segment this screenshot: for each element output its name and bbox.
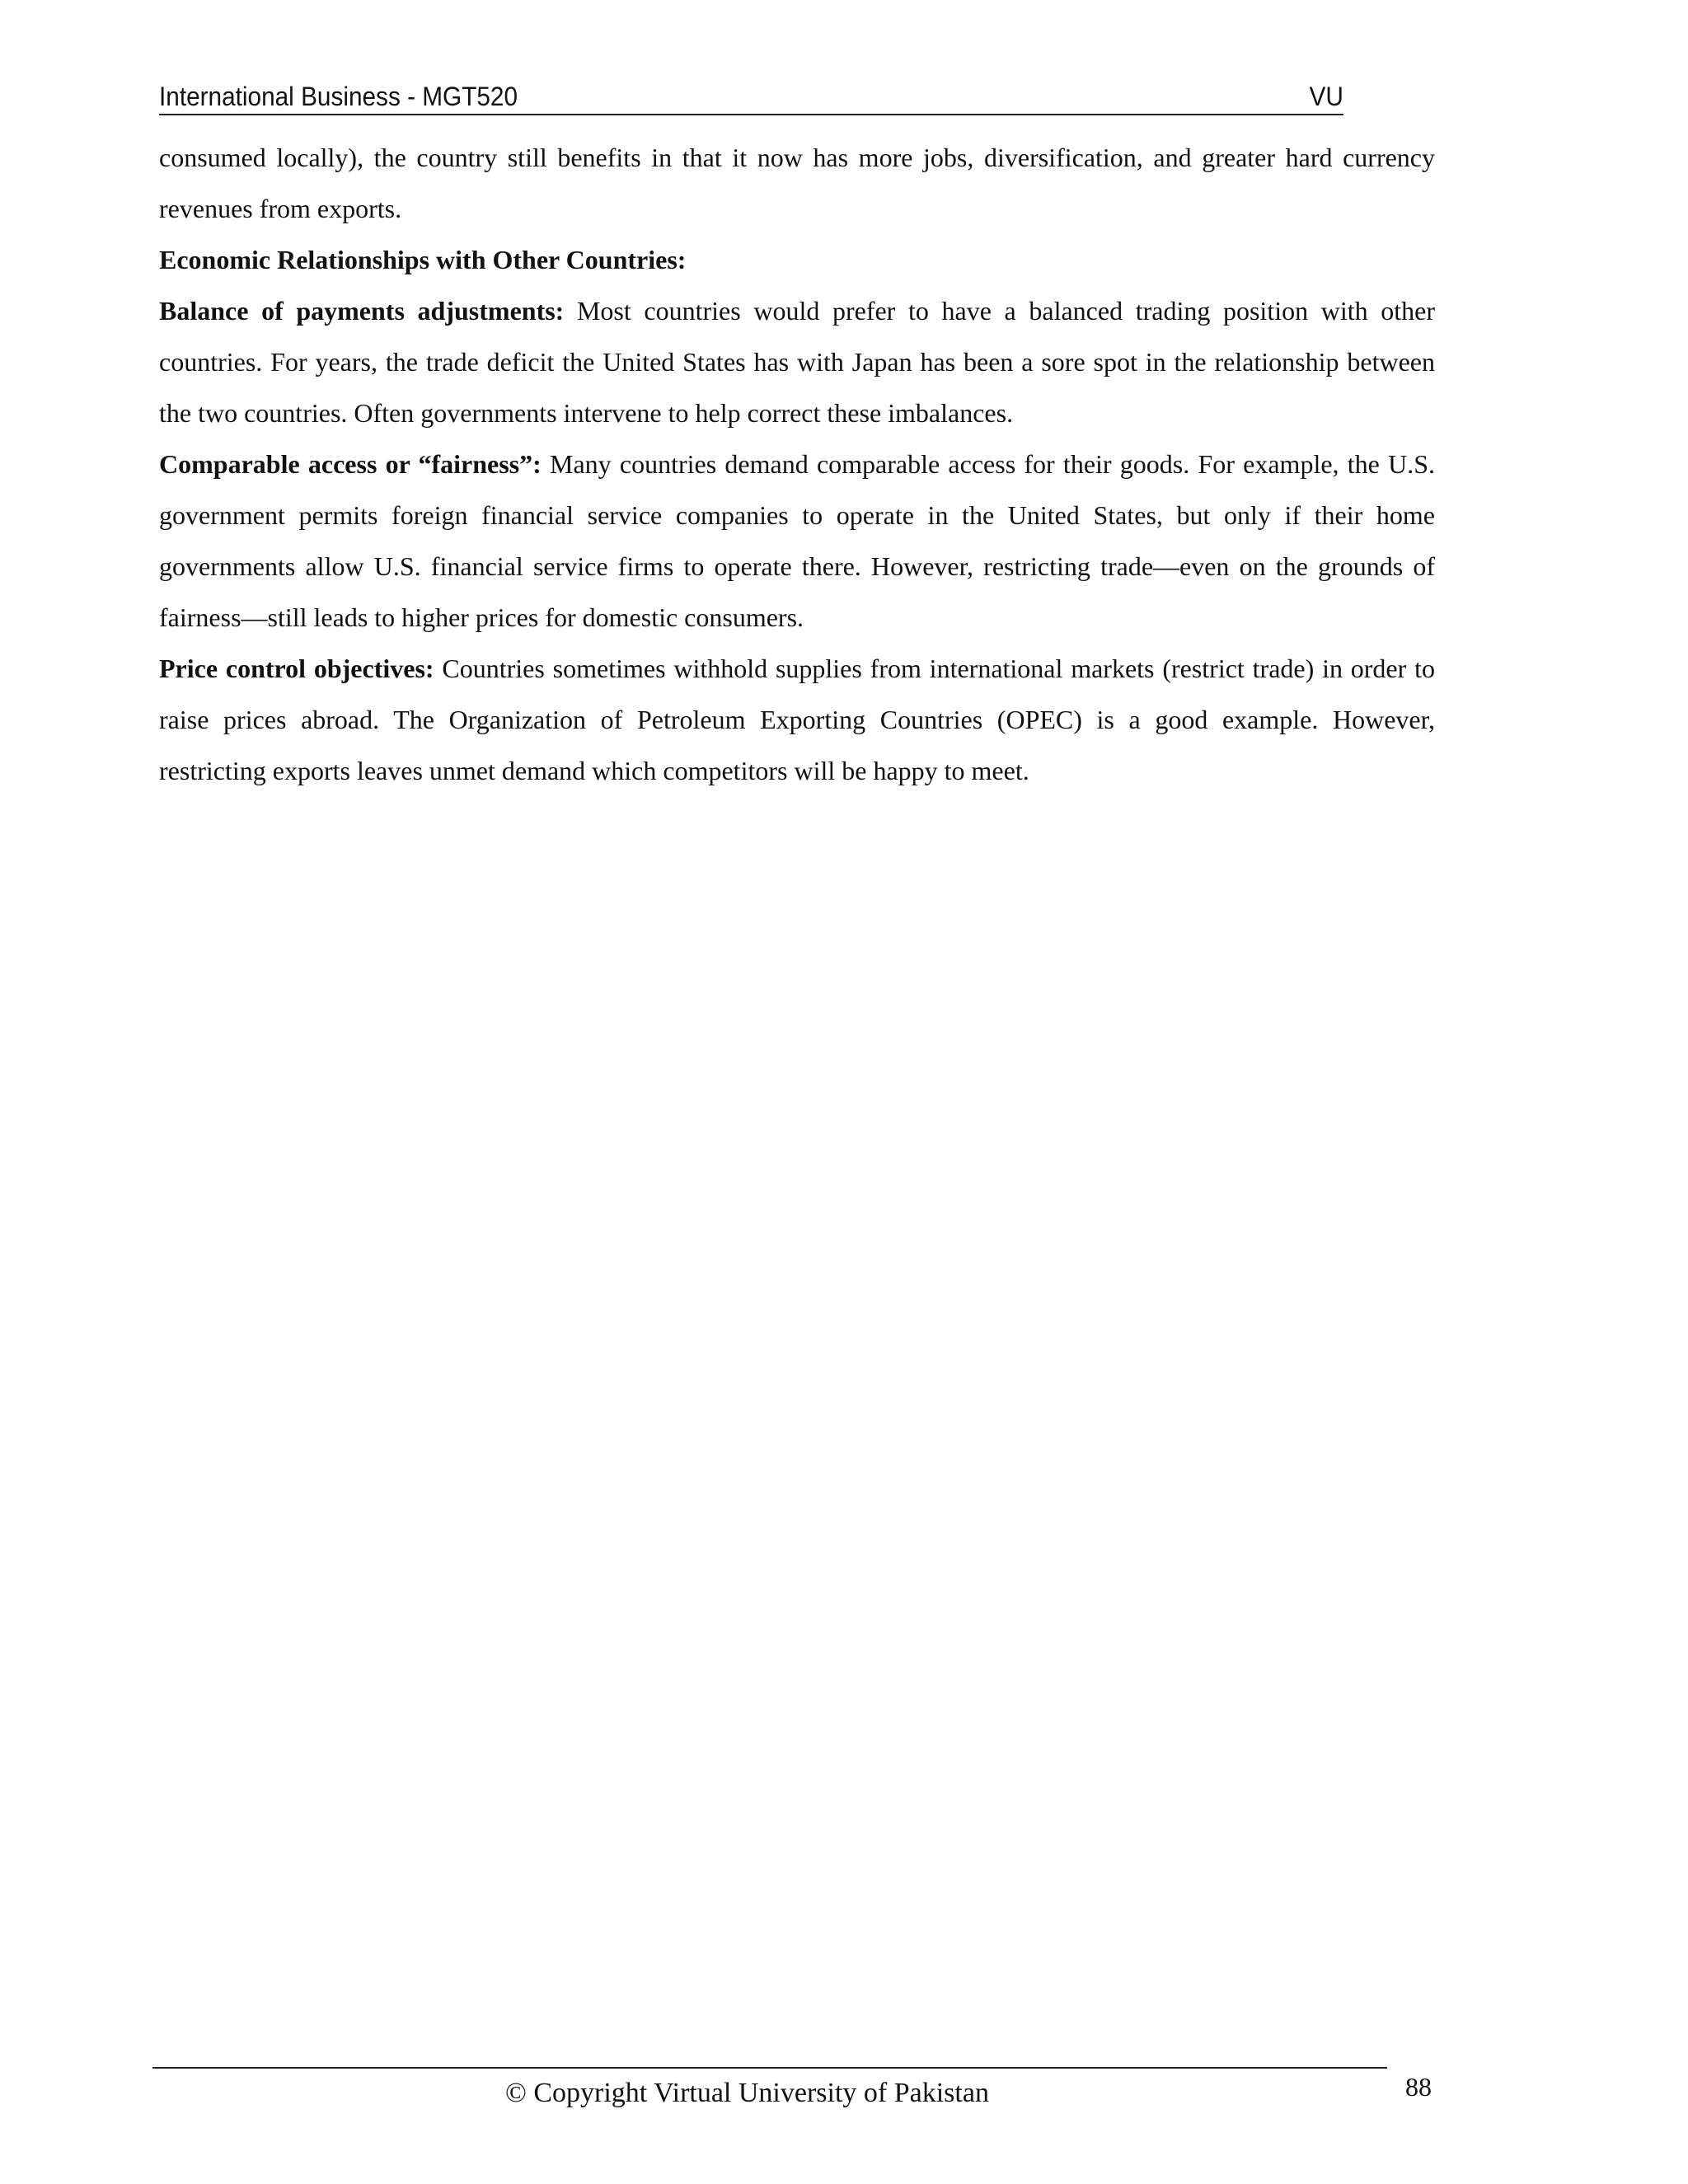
- footer-copyright: © Copyright Virtual University of Pakistan: [505, 2078, 989, 2108]
- institution-abbrev: VU: [1309, 82, 1343, 111]
- page-content: [159, 132, 1435, 796]
- balance-of-payments-paragraph: [159, 285, 1435, 438]
- comparable-access-term: Comparable access or “fairness”:: [159, 449, 542, 479]
- price-control-text: Countries sometimes withhold supplies from international markets (restrict trade) in order to raise prices abroad. The Organization of Petroleum Exporting Countries (OPEC) is a good example. However, restricting exports leaves unmet demand which competitors will be happy to meet.: [159, 654, 1436, 785]
- price-control-term: Price control objectives:: [159, 654, 434, 683]
- footer-divider: [152, 2067, 1387, 2069]
- comparable-access-paragraph: [159, 438, 1435, 643]
- course-title: International Business - MGT520: [159, 82, 518, 111]
- continuation-paragraph: consumed locally), the country still benefits in that it now has more jobs, diversification, and greater hard currency revenues from exports.: [159, 143, 1435, 223]
- balance-of-payments-term: Balance of payments adjustments:: [159, 296, 565, 326]
- price-control-paragraph: [159, 643, 1435, 796]
- balance-of-payments-text: Most countries would prefer to have a balanced trading position with other countries. For years, the trade deficit the United States has with Japan has been a sore spot in the relationship between the two countries. Often governments intervene to help correct these imbalances.: [159, 296, 1436, 428]
- section-heading: Economic Relationships with Other Countries:: [159, 245, 687, 274]
- page-number: 88: [1405, 2072, 1432, 2102]
- running-header: [159, 79, 1343, 115]
- comparable-access-text: Many countries demand comparable access for their goods. For example, the U.S. government permits foreign financial service companies to operate in the United States, but only if their home governments allow U.S. financial service firms to operate there. However, restricting trade—even on the grounds of fairness—still leads to higher prices for domestic consumers.: [159, 449, 1436, 632]
